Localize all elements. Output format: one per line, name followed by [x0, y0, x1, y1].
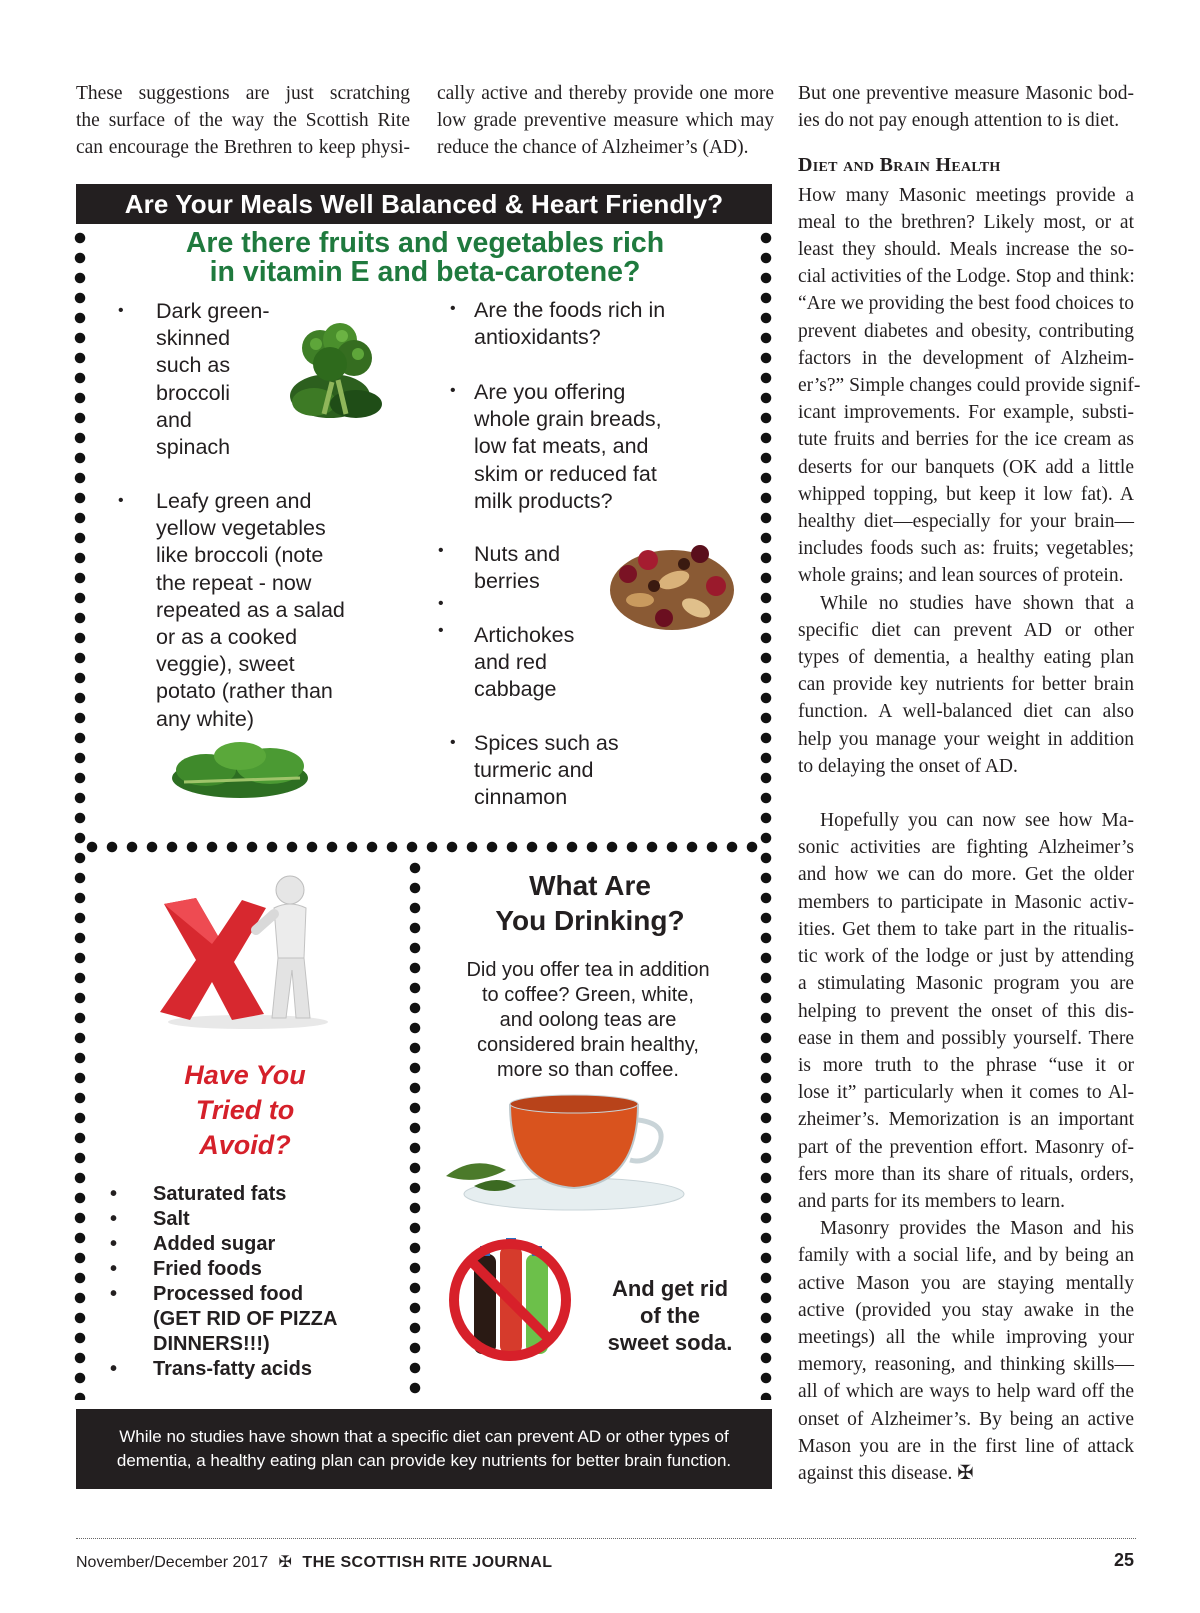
bullet-nuts-berries: Nuts and berries: [474, 542, 561, 594]
text-line: least they should. Meals increase the so-: [798, 239, 1134, 261]
bullet-whole-grains: Are you offering whole grain breads, low fat meats, and skim or reduced fat milk products?: [474, 380, 662, 513]
text-line: meetings) all the while improving your: [798, 1326, 1134, 1348]
intro-line: can encourage the Brethren to keep physi-: [76, 137, 410, 158]
text-line: function. A well-balanced diet can also: [798, 701, 1134, 723]
intro-line: reduce the chance of Alzheimer’s (AD).: [437, 137, 749, 158]
intro-column-2: [437, 80, 774, 161]
text-line: ies do not pay enough attention to is diet.: [798, 110, 1120, 132]
bullet-dot: •: [450, 382, 456, 399]
page-number: 25: [1113, 1550, 1134, 1570]
text-line: against this disease. ✠: [798, 1462, 974, 1484]
article-right-column: [798, 80, 1141, 1487]
bullet-dot: •: [438, 622, 444, 639]
nuts-berries-image: [604, 530, 740, 638]
text-line: members to participate in Masonic activ-: [798, 891, 1134, 913]
footer-rule: [76, 1538, 1136, 1539]
paragraph: [798, 590, 1134, 780]
drink-title: What Are You Drinking?: [495, 870, 685, 936]
text-line: is more truth to the phrase “use it or: [798, 1054, 1134, 1076]
text-line: er’s?” Simple changes could provide signif-: [798, 375, 1141, 397]
text-line: prevent diabetes and obesity, contributing: [798, 320, 1134, 342]
text-line: While no studies have shown that a: [820, 592, 1134, 614]
text-line: all of which are ways to help ward off the: [798, 1381, 1134, 1403]
text-line: meal to the brethren? Likely most, or at: [798, 211, 1134, 233]
no-soda-image: [444, 1228, 574, 1368]
text-line: and how we can do more. Get the older: [798, 864, 1134, 886]
bullet-dot: •: [118, 302, 124, 319]
cross-icon: ✠: [278, 1554, 292, 1571]
text-line: ease in them and possibly yourself. There: [798, 1027, 1134, 1049]
text-line: helping to prevent the onset of this dis-: [798, 1000, 1134, 1022]
text-line: Mason you are in the first line of attack: [798, 1435, 1134, 1457]
dotted-border-right: [760, 228, 772, 1400]
paragraph: [798, 807, 1134, 1215]
text-line: and parts for its members to learn.: [798, 1190, 1065, 1212]
list-item: • Trans-fatty acids: [110, 1357, 337, 1382]
bullet-dot: •: [118, 492, 124, 509]
text-line: healthy diet—especially for your brain—: [798, 511, 1134, 533]
paragraph: [798, 80, 1134, 134]
dotted-border-center: [409, 858, 421, 1398]
bullet-dot: •: [438, 595, 444, 612]
bullet-dark-green: Dark green- skinned such as broccoli and spinach: [156, 299, 270, 460]
list-item: • Saturated fats: [110, 1182, 337, 1207]
text-line: lose it” particularly when it comes to Al-: [798, 1082, 1134, 1104]
paragraph: [798, 1215, 1134, 1487]
text-line: includes foods such as: fruits; vegetables;: [798, 538, 1134, 560]
soda-text: And get rid of the sweet soda.: [607, 1276, 733, 1355]
kale-image: [170, 738, 312, 800]
journal-name: THE SCOTTISH RITE JOURNAL: [302, 1554, 553, 1571]
text-line: factors in the development of Alzheim-: [798, 347, 1134, 369]
text-line: Masonry provides the Mason and his: [820, 1218, 1134, 1240]
text-line: How many Masonic meetings provide a: [798, 184, 1134, 206]
list-item: • Fried foods: [110, 1257, 337, 1282]
bullet-leafy-green: Leafy green and yellow vegetables like broccoli (note the repeat - now repeated as a salad or as a cooked veggie), sweet potato (rather than any white): [156, 489, 345, 731]
broccoli-image: [284, 322, 396, 426]
text-line: tute fruits and berries for the ice cream as: [798, 429, 1134, 451]
intro-line: low grade preventive measure which may: [437, 110, 774, 131]
text-line: sonic activities are fighting Alzheimer’s: [798, 837, 1134, 859]
intro-line: These suggestions are just scratching: [76, 83, 410, 104]
paragraph: [798, 182, 1141, 590]
bullet-dot: •: [438, 542, 444, 559]
section-heading: Diet and Brain Health: [798, 154, 1001, 177]
text-line: zheimer’s. Memorization is an important: [798, 1109, 1134, 1131]
text-line: active (provided you stay awake in the: [798, 1299, 1134, 1321]
list-item: • Processed food (GET RID OF PIZZA DINNERS!!!): [110, 1282, 337, 1357]
text-line: cial activities of the Lodge. Stop and think:: [798, 266, 1135, 288]
text-line: types of dementia, a healthy eating plan: [798, 647, 1134, 669]
list-item: • Added sugar: [110, 1232, 337, 1257]
text-line: onset of Alzheimer’s. By being an active: [798, 1408, 1134, 1430]
bullet-dot: •: [450, 300, 456, 317]
text-line: But one preventive measure Masonic bod-: [798, 83, 1134, 104]
red-x-figure-image: [156, 874, 336, 1030]
sidebar-footer: While no studies have shown that a specific diet can prevent AD or other types of dementia, a healthy eating plan can provide key nutrients for better brain function.: [76, 1409, 772, 1489]
text-line: help you manage your weight in addition: [798, 728, 1134, 750]
text-line: Hopefully you can now see how Ma-: [820, 810, 1134, 832]
bullet-spices: Spices such as turmeric and cinnamon: [474, 731, 619, 810]
text-line: tic work of the lodge or just by attending: [798, 946, 1134, 968]
title-line: Are there fruits and vegetables rich: [185, 227, 665, 259]
text-line: to delaying the onset of AD.: [798, 755, 1018, 777]
text-line: a stimulating Masonic program you are: [798, 973, 1134, 995]
dotted-border-left: [74, 228, 86, 1400]
list-item: • Salt: [110, 1207, 337, 1232]
intro-line: the surface of the way the Scottish Rite: [76, 110, 410, 131]
text-line: memory, reasoning, and thinking skills—: [798, 1354, 1134, 1376]
text-line: specific diet can prevent AD or other: [798, 619, 1134, 641]
avoid-list: [110, 1182, 337, 1382]
bullet-dot: •: [450, 734, 456, 751]
text-line: whipped topping, but keep it low fat). A: [798, 483, 1134, 505]
text-line: whole grains; and lean sources of protein.: [798, 565, 1124, 587]
bullet-antioxidants: Are the foods rich in antioxidants?: [474, 298, 666, 350]
dotted-border-middle: [82, 841, 764, 853]
text-line: part of the prevention effort. Masonry of-: [798, 1136, 1134, 1158]
page-footer-credit: [76, 1552, 552, 1572]
text-line: can provide key nutrients for better brain: [798, 674, 1134, 696]
fruits-vegetables-title: [100, 229, 750, 287]
text-line: “Are we providing the best food choices to: [798, 293, 1134, 315]
avoid-title: Have You Tried to Avoid?: [184, 1060, 306, 1160]
sidebar-header: Are Your Meals Well Balanced & Heart Friendly?: [76, 184, 772, 224]
title-line: in vitamin E and beta-carotene?: [209, 256, 641, 288]
drink-text: Did you offer tea in addition to coffee? Green, white, and oolong teas are considered brain healthy, more so than coffee.: [466, 959, 710, 1081]
text-line: icant improvements. For example, substi-: [798, 402, 1134, 424]
text-line: deserts for our banquets (OK add a little: [798, 456, 1134, 478]
bullet-artichokes: Artichokes and red cabbage: [474, 623, 575, 702]
text-line: fers more than its share of rituals, orders,: [798, 1163, 1134, 1185]
intro-column-1: [76, 80, 410, 161]
text-line: ities. Get them to take part in the ritualis-: [798, 918, 1134, 940]
text-line: family with a social life, and by being an: [798, 1245, 1134, 1267]
intro-line: cally active and thereby provide one more: [437, 83, 774, 104]
issue-date: November/December 2017: [76, 1554, 269, 1571]
text-line: active Mason you are staying mentally: [798, 1272, 1134, 1294]
tea-cup-image: [444, 1090, 690, 1216]
